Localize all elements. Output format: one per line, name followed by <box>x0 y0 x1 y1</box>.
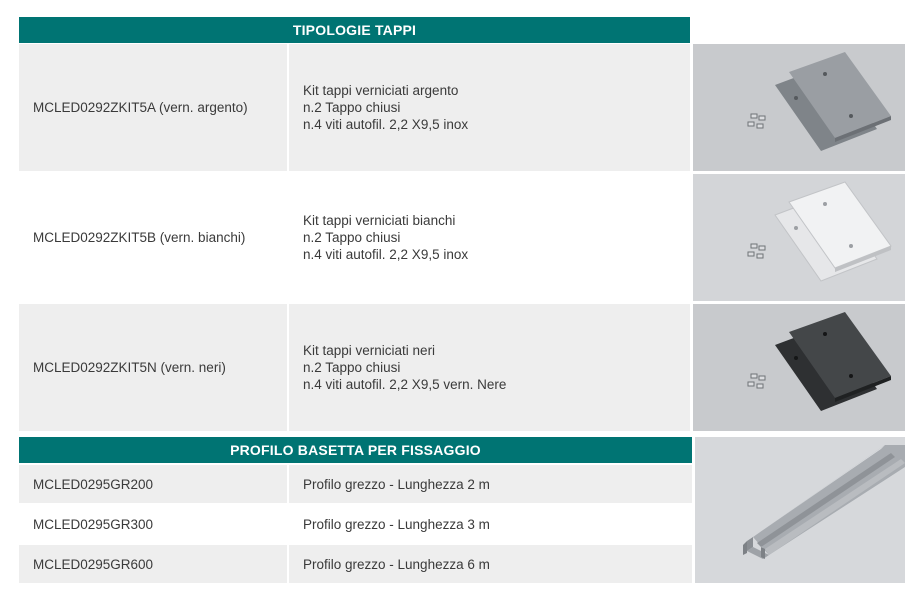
product-description-cell <box>289 545 692 583</box>
description-line: n.4 viti autofil. 2,2 X9,5 inox <box>303 247 469 262</box>
description-line: Kit tappi verniciati argento <box>303 83 459 98</box>
product-code: MCLED0295GR200 <box>33 476 154 492</box>
section-header-tipologie-tappi <box>19 17 690 43</box>
product-description-cell <box>289 465 692 503</box>
description-line: Kit tappi verniciati bianchi <box>303 213 456 228</box>
product-code-cell <box>19 174 287 301</box>
white-end-caps-image <box>693 174 905 301</box>
description-line: n.2 Tappo chiusi <box>303 230 401 245</box>
black-end-caps-image <box>693 304 905 431</box>
product-code-cell <box>19 304 287 431</box>
product-description-cell <box>289 44 690 171</box>
description-line: Profilo grezzo - Lunghezza 2 m <box>303 476 490 492</box>
product-code-cell <box>19 505 287 543</box>
description-line: n.2 Tappo chiusi <box>303 100 401 115</box>
description-line: Profilo grezzo - Lunghezza 3 m <box>303 516 490 532</box>
silver-end-caps-image <box>693 44 905 171</box>
section-title: TIPOLOGIE TAPPI <box>292 22 417 38</box>
product-code: MCLED0292ZKIT5A (vern. argento) <box>33 100 248 115</box>
product-code: MCLED0295GR300 <box>33 516 154 532</box>
product-description-cell <box>289 174 690 301</box>
section-title: PROFILO BASETTA PER FISSAGGIO <box>230 442 481 458</box>
product-code-cell <box>19 545 287 583</box>
product-code: MCLED0292ZKIT5N (vern. neri) <box>33 360 226 375</box>
product-description-cell <box>289 505 692 543</box>
description-line: n.2 Tappo chiusi <box>303 360 401 375</box>
description-line: n.4 viti autofil. 2,2 X9,5 inox <box>303 117 469 132</box>
aluminium-profile-image <box>695 437 905 583</box>
product-code: MCLED0295GR600 <box>33 556 154 572</box>
description-line: Profilo grezzo - Lunghezza 6 m <box>303 556 490 572</box>
product-description-cell <box>289 304 690 431</box>
section-header-profilo-basetta <box>19 437 692 463</box>
description-line: n.4 viti autofil. 2,2 X9,5 vern. Nere <box>303 377 507 392</box>
product-code-cell <box>19 44 287 171</box>
product-code: MCLED0292ZKIT5B (vern. bianchi) <box>33 230 246 245</box>
description-line: Kit tappi verniciati neri <box>303 343 436 358</box>
product-code-cell <box>19 465 287 503</box>
